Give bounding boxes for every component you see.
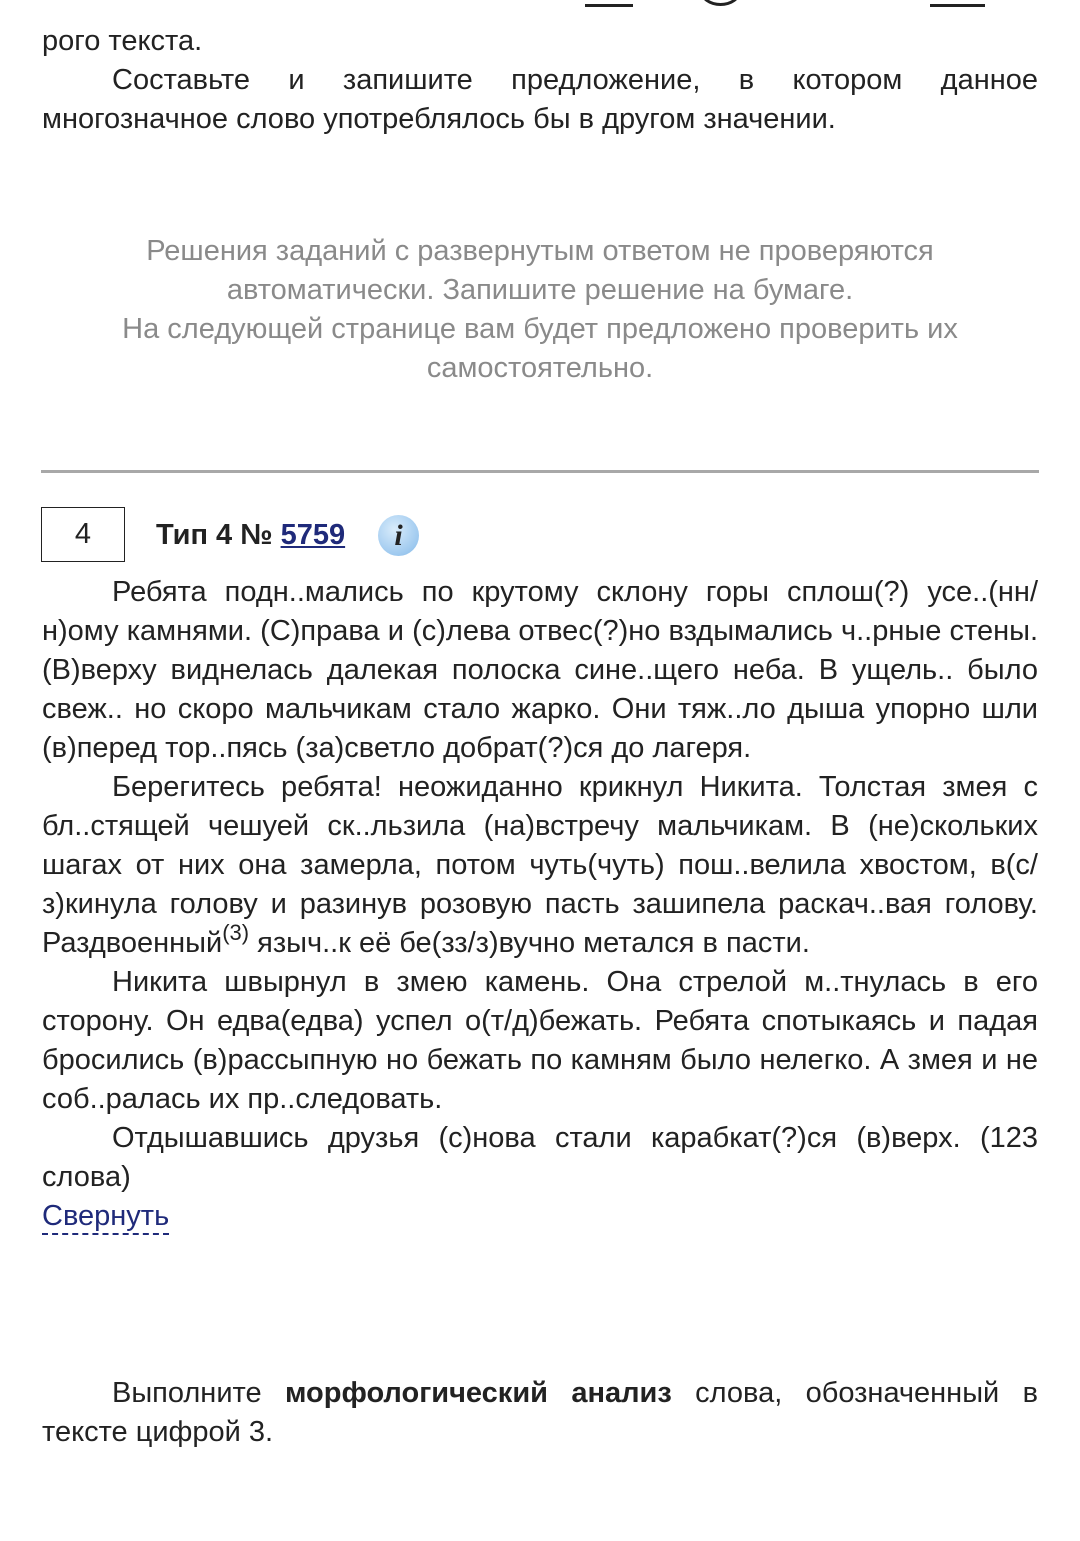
task-id-link[interactable]: 5759 [280,519,346,551]
info-icon[interactable]: i [378,515,419,556]
task-type-label: Тип 4 № [156,519,273,551]
task-number-box: 4 [41,507,125,562]
status-bar-fragment [0,0,1080,6]
manual-check-notice [42,232,1038,388]
notice-line-2: На следующей странице вам будет предложено проверить их самостоятельно. [122,313,958,384]
task-paragraph-2-tail: языч..к её бе(зз/з)вучно метался в пасти. [249,927,810,959]
collapse-link[interactable]: Свернуть [42,1199,169,1235]
task-text [42,573,1038,1236]
task-title [156,516,345,555]
task-paragraph-2-text: Берегитесь ребята! неожиданно крикнул Никита. Толстая змея с бл..стящей чешуей ск..льзила (на)встречу мальчикам. В (не)скольких шагах от них она замерла, потом чуть(чуть) пош..велила хвостом, в(с/з)кинула голову и разинув розовую пасть зашипела раскач..вая голову. Раздвоенный [42,771,1038,959]
question-text [42,1374,1038,1452]
question-bold: морфологический анализ [284,1377,672,1409]
previous-task-text [42,22,1038,139]
task-header [41,507,1039,565]
task-question [42,1374,1038,1452]
notice-line-1: Решения заданий с развернутым ответом не проверяются автоматически. Запишите решение на бумаге. [146,235,934,306]
task-paragraph-4: Отдышавшись друзья (с)нова стали карабкат(?)ся (в)верх. (123 слова) [42,1122,1038,1193]
question-before: Выполните [112,1377,285,1409]
task-paragraph-3: Никита швырнул в змею камень. Она стрелой м..тнулась в его сторону. Он едва(едва) успел о(т/д)бежать. Ребята спотыкаясь и падая бросились (в)рассыпную но бежать по камням было нелегко. А змея и не соб..ралась их пр..следовать. [42,966,1038,1115]
section-divider [41,470,1039,473]
task-paragraph-1: Ребята подн..мались по крутому склону горы сплош(?) усе..(нн/н)ому камнями. (С)права и (с)лева отвес(?)но вздымались ч..рные стены. (В)верху виднелась далекая полоска сине..щего неба. В ущель.. было свеж.. но скоро мальчикам стало жарко. Они тяж..ло дыша упорно шли (в)перед тор..пясь (за)светло добрат(?)ся до лагеря. [42,576,1038,764]
task-paragraph-2 [42,768,1038,963]
previous-task-instruction: Составьте и запишите предложение, в котором данное многозначное слово употреблялось бы в другом значении. [42,64,1038,135]
previous-task-line: рого текста. [42,25,203,57]
word-marker-3: (3) [222,920,250,945]
question-after: слова, обозначенный в тексте цифрой 3. [42,1377,1038,1448]
